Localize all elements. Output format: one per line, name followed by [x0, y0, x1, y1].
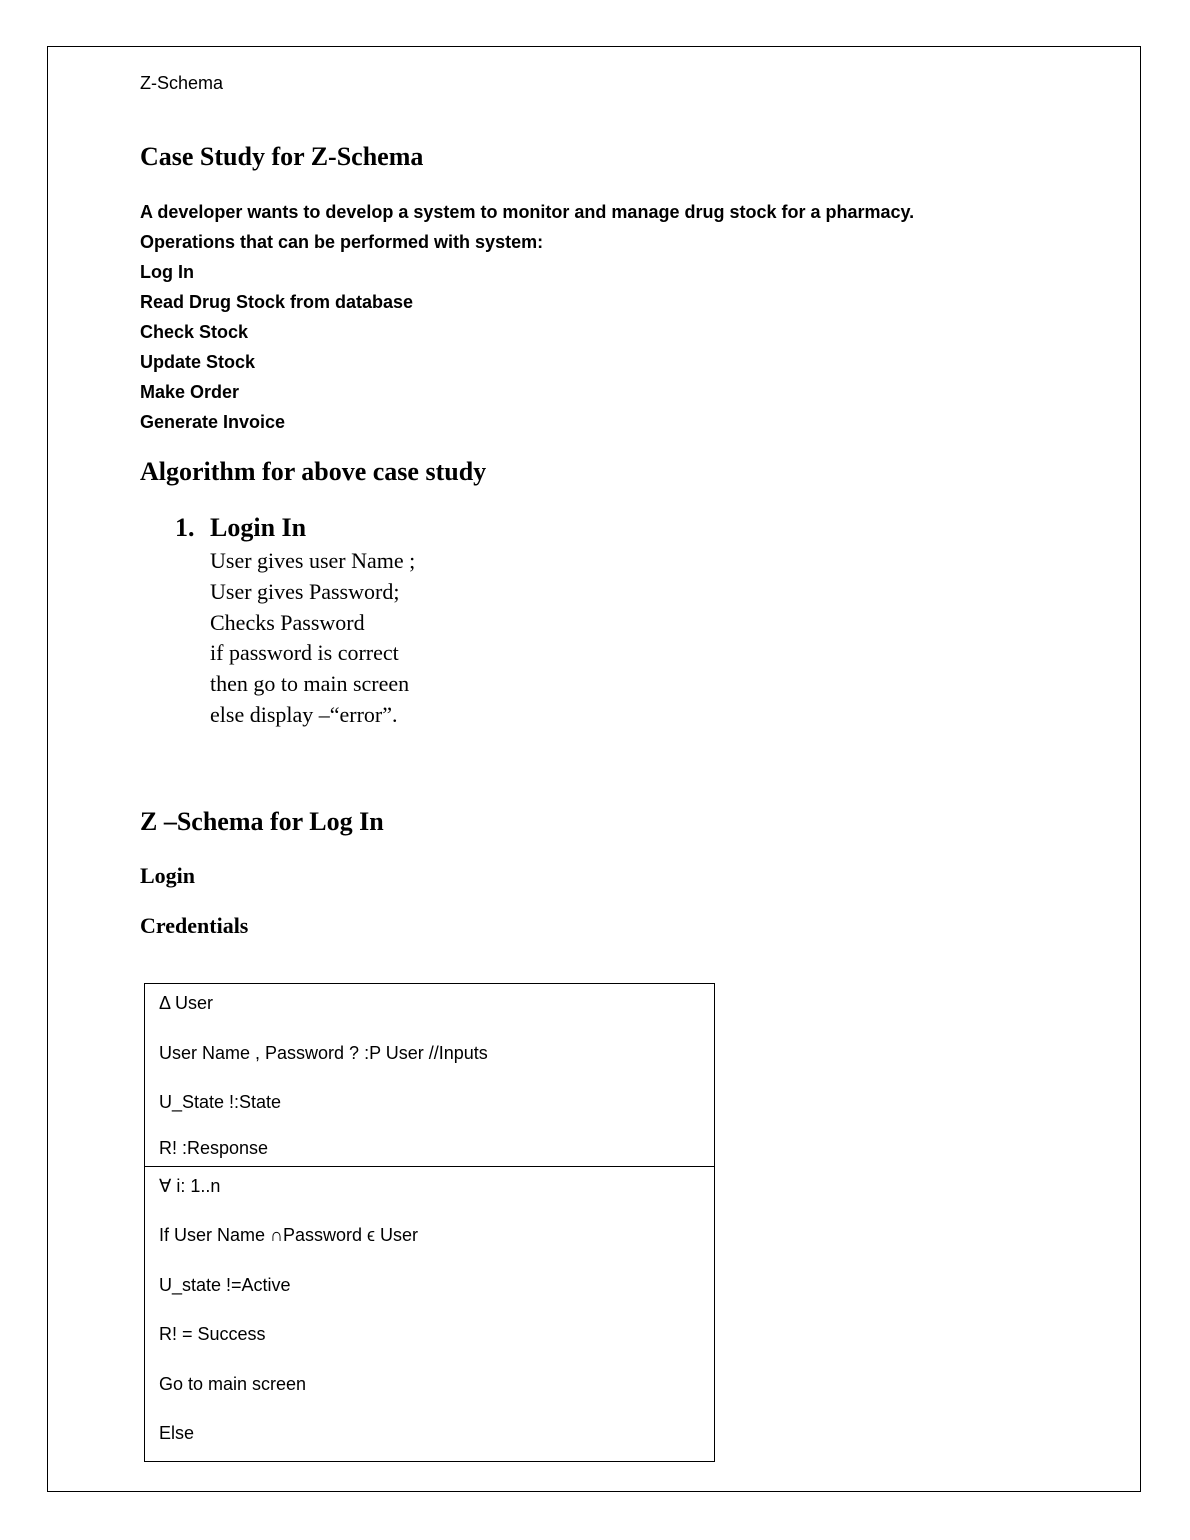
step-line: User gives user Name ; [210, 548, 416, 573]
step-line: then go to main screen [210, 671, 410, 697]
operation-item: Log In [140, 262, 194, 282]
schema-subname: Credentials [140, 913, 249, 938]
running-header: Z-Schema [140, 73, 224, 93]
operation-item: Read Drug Stock from database [140, 292, 414, 312]
operation-item: Generate Invoice [140, 412, 286, 432]
step-lines [210, 546, 415, 731]
step-line: User gives Password; [210, 578, 400, 604]
intro-block [140, 197, 914, 437]
schema-name: Login [140, 863, 196, 888]
schema-predicate: ∀ i: 1..n [159, 1176, 221, 1196]
schema-predicate-box [144, 1166, 715, 1462]
step-title: Login In [210, 513, 307, 542]
schema-predicate: R! = Success [159, 1324, 266, 1344]
schema-declaration: R! :Response [159, 1138, 269, 1158]
operation-item: Update Stock [140, 352, 256, 372]
schema-predicate: U_state !=Active [159, 1275, 291, 1295]
intro-description: A developer wants to develop a system to monitor and manage drug stock for a pharmacy. [140, 202, 915, 222]
schema-predicate: Else [159, 1423, 195, 1443]
schema-declaration-box [144, 983, 715, 1167]
operation-item: Make Order [140, 382, 240, 402]
step-line: else display –“error”. [210, 701, 398, 727]
document-title: Case Study for Z-Schema [140, 142, 424, 171]
schema-heading: Z –Schema for Log In [140, 807, 384, 836]
algorithm-heading: Algorithm for above case study [140, 457, 487, 486]
schema-declaration: Δ User [159, 993, 214, 1013]
schema-predicate: Go to main screen [159, 1374, 307, 1394]
operation-item: Check Stock [140, 322, 249, 342]
step-line: if password is correct [210, 640, 399, 666]
step-line: Checks Password [210, 609, 365, 635]
operations-heading: Operations that can be performed with system: [140, 232, 544, 252]
schema-declaration: User Name , Password ? :P User //Inputs [159, 1043, 488, 1063]
step-number: 1. [175, 513, 195, 542]
schema-declaration: U_State !:State [159, 1092, 282, 1112]
schema-predicate: If User Name ∩Password ϵ User [159, 1225, 418, 1245]
